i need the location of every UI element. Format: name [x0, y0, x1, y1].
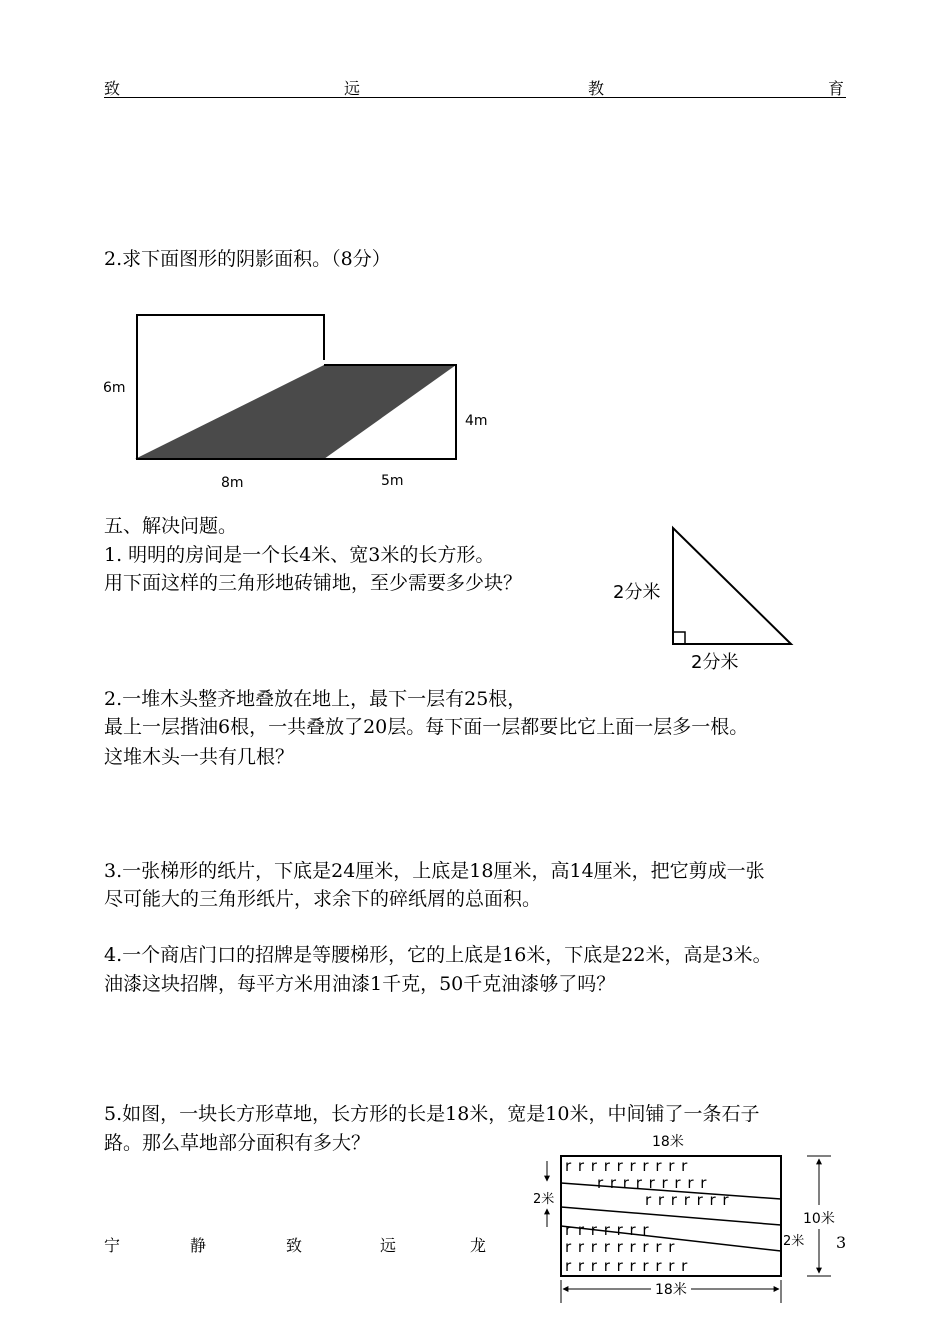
header-char-1: 致 [104, 79, 121, 98]
triangle-base-label: 2分米 [691, 652, 739, 673]
path-left-label: 2米 [533, 1192, 555, 1207]
p3-line1: 3.一张梯形的纸片，下底是24厘米，上底是18厘米，高14厘米，把它剪成一张 [104, 860, 765, 882]
footer-char-1: 宁 [104, 1236, 121, 1255]
grass-row-1: rrrrrrrrrr [565, 1157, 695, 1175]
p5-line1: 5.如图，一块长方形草地，长方形的长是18米，宽是10米，中间铺了一条石子 [104, 1103, 760, 1125]
page-number: 3 [836, 1233, 847, 1252]
lawn-top-label: 18米 [652, 1134, 684, 1150]
label-8m: 8m [221, 475, 244, 491]
p4-line2: 油漆这块招牌，每平方米用油漆1千克，50千克油漆够了吗？ [104, 973, 616, 995]
p4-line1: 4.一个商店门口的招牌是等腰梯形，它的上底是16米，下底是22米，高是3米。 [104, 944, 772, 966]
lawn-figure [525, 1125, 855, 1337]
triangle-side-label: 2分米 [613, 582, 661, 603]
lawn-height-label: 10米 [803, 1211, 835, 1227]
p2-line1: 2.一堆木头整齐地叠放在地上，最下一层有25根， [104, 688, 527, 710]
p3-line2: 尽可能大的三角形纸片，求余下的碎纸屑的总面积。 [104, 888, 542, 910]
shaded-parallelogram [135, 365, 456, 459]
p2-line3: 这堆木头一共有几根？ [104, 746, 295, 768]
q2-title: 2.求下面图形的阴影面积。（8分） [104, 248, 391, 270]
path-right-label: 2米 [783, 1234, 805, 1249]
triangle-tile [673, 528, 791, 644]
grass-row-4: rrrrrrr [565, 1221, 656, 1239]
label-4m: 4m [465, 413, 488, 429]
header-rule [104, 97, 846, 98]
label-5m: 5m [381, 473, 404, 489]
triangle-tile-figure [605, 520, 805, 680]
p2-line2: 最上一层揩油6根，一共叠放了20层。每下面一层都要比它上面一层多一根。 [104, 716, 749, 738]
grass-row-5: rrrrrrrrr [565, 1238, 682, 1256]
p1-line2: 用下面这样的三角形地砖铺地，至少需要多少块？ [104, 572, 523, 594]
label-6m: 6m [103, 380, 126, 396]
lawn-bottom-label: 18米 [655, 1282, 687, 1298]
footer-char-5: 龙 [470, 1236, 487, 1255]
p5-line2: 路。那么草地部分面积有多大？ [104, 1132, 371, 1154]
footer-char-4: 远 [380, 1236, 397, 1255]
section-heading: 五、解决问题。 [104, 515, 238, 537]
footer-char-3: 致 [286, 1236, 303, 1255]
right-angle-mark [673, 632, 685, 644]
grass-row-3: rrrrrrr [645, 1191, 736, 1209]
footer-char-2: 静 [190, 1236, 207, 1255]
shadow-area-figure [95, 305, 495, 495]
header-char-2: 远 [344, 79, 361, 98]
grass-row-6: rrrrrrrrrr [565, 1257, 695, 1275]
header-char-3: 教 [588, 79, 605, 98]
header-char-4: 育 [828, 79, 845, 98]
p1-line1: 1. 明明的房间是一个长4米、宽3米的长方形。 [104, 544, 495, 566]
grass-row-2: rrrrrrrrr [597, 1174, 714, 1192]
